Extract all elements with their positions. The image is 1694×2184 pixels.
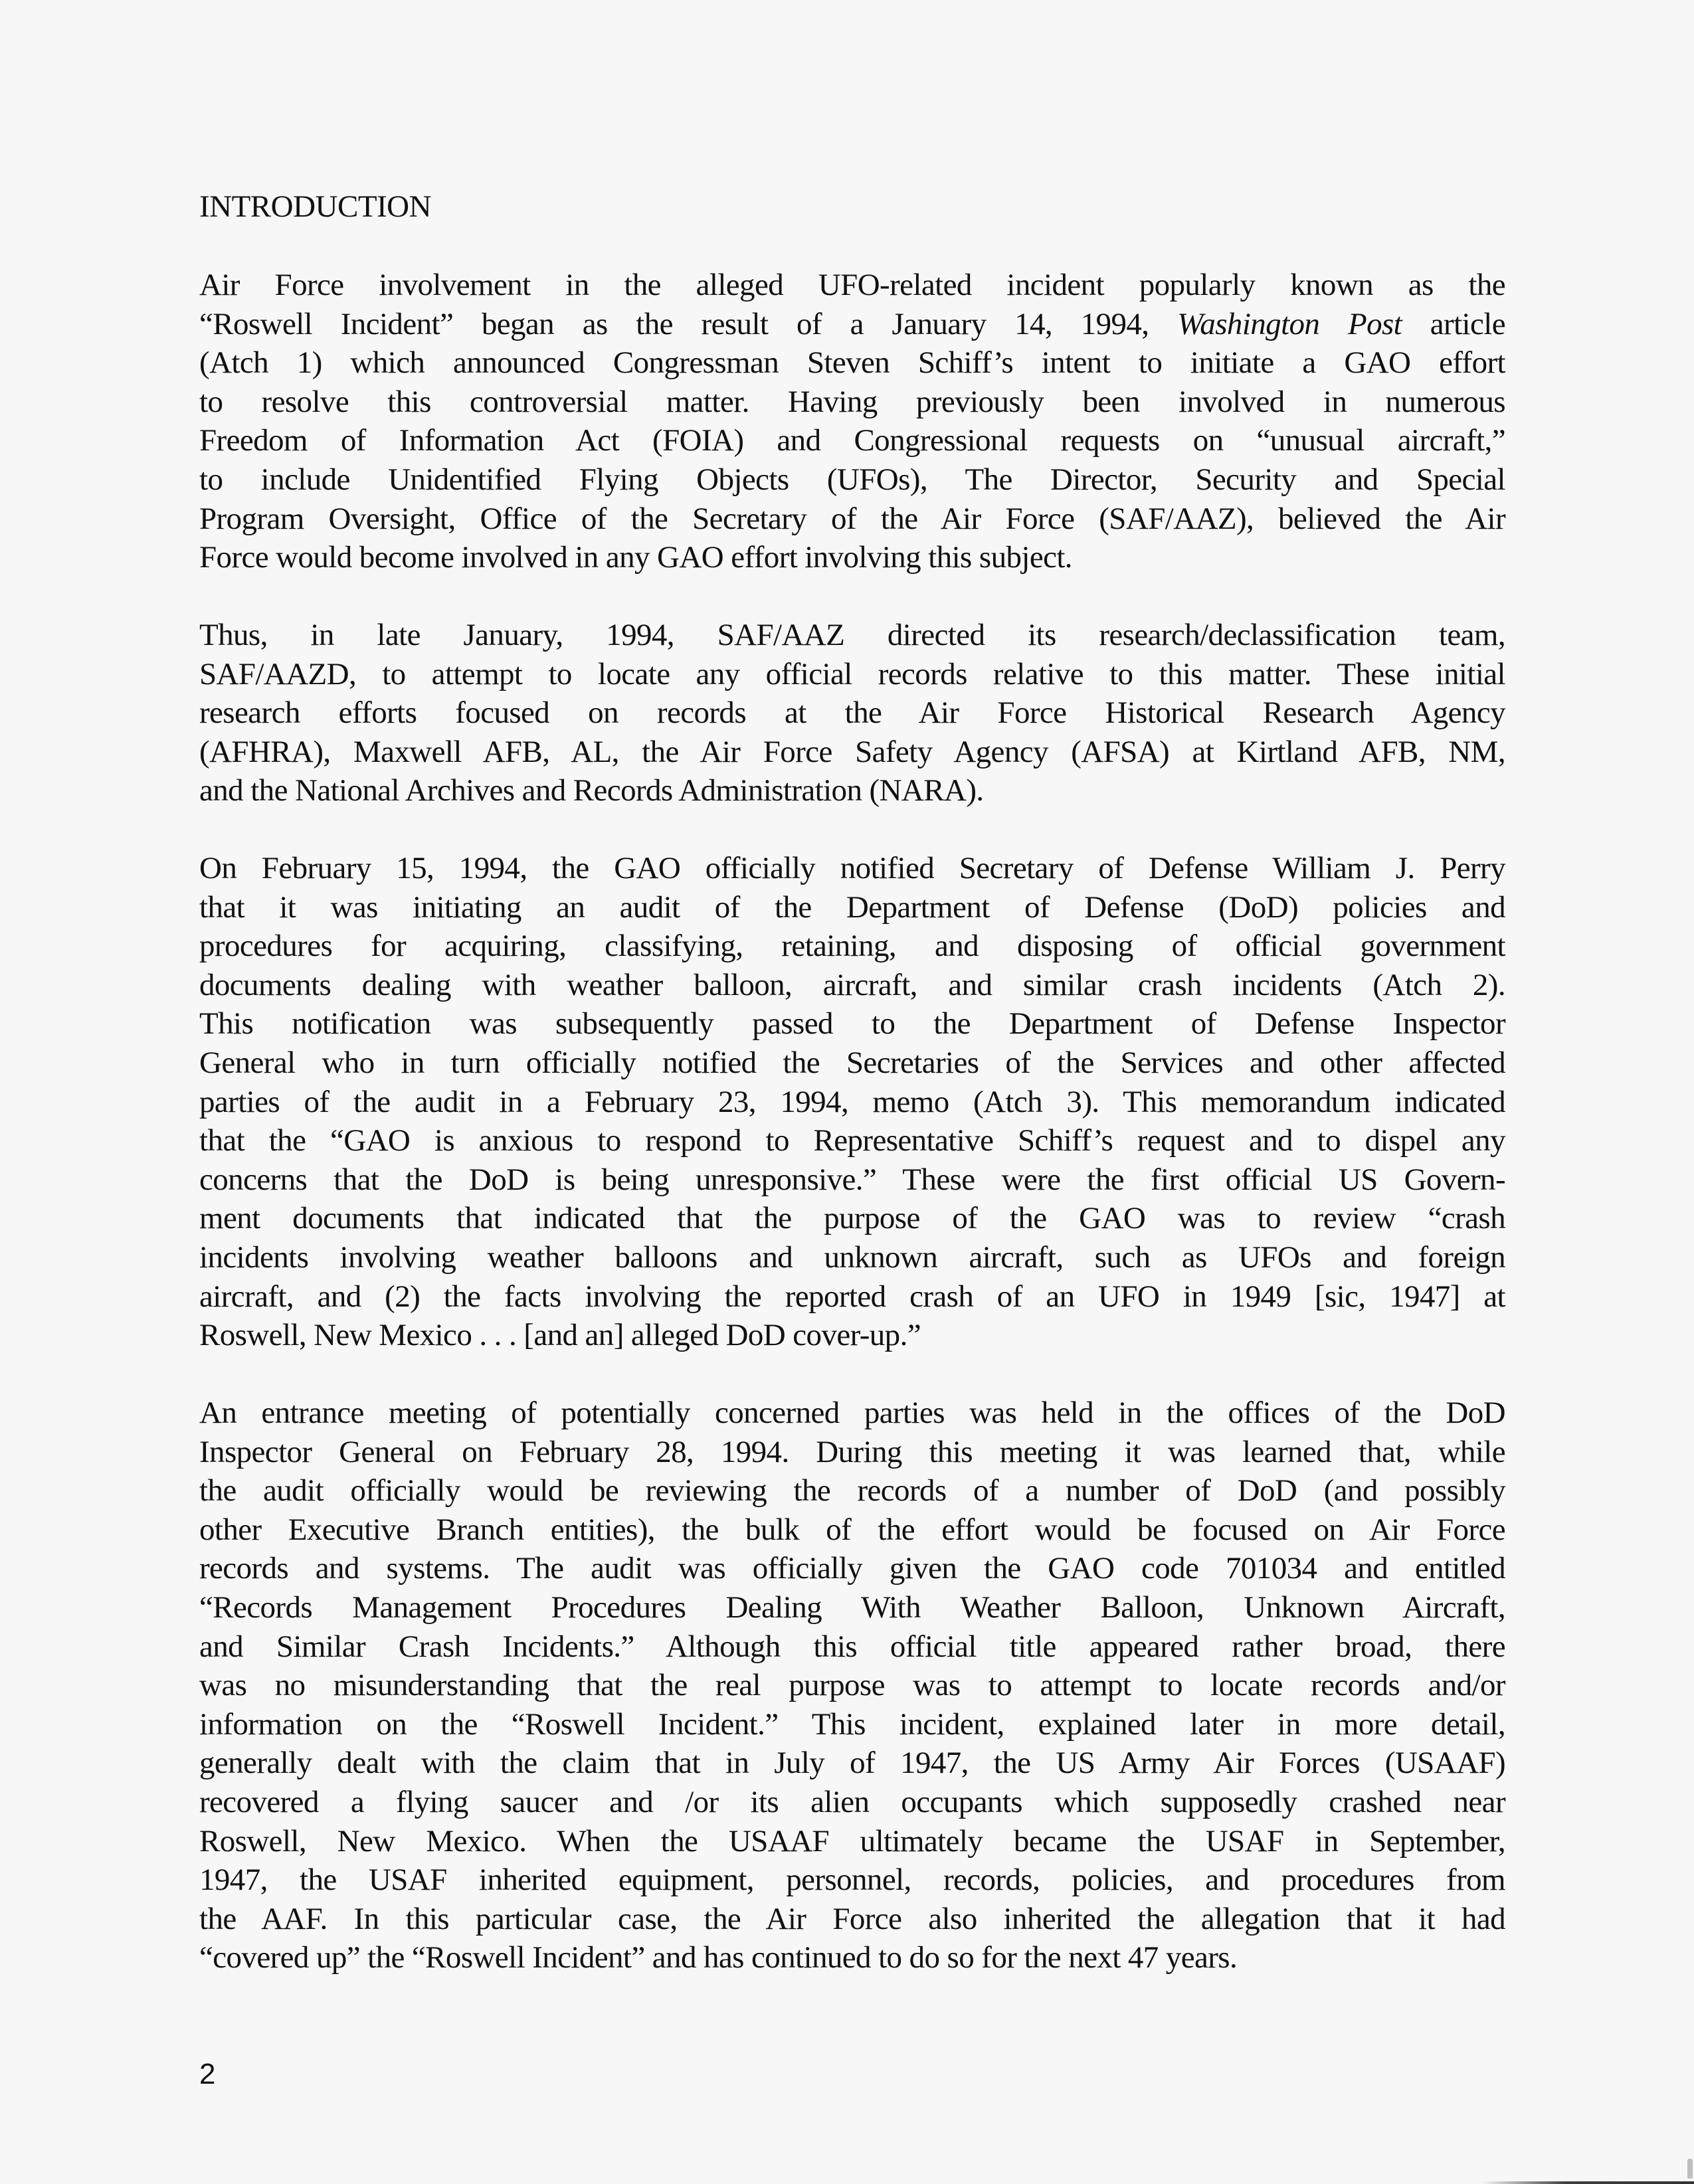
scan-smudge-artifact (1687, 2159, 1693, 2179)
scan-edge-artifact (1481, 2181, 1694, 2184)
text-line: research efforts focused on records at the Air Force Historical Research Agency (199, 695, 1505, 731)
text-line: the audit officially would be reviewing the records of a number of DoD (and possibly (199, 1473, 1505, 1508)
italic-title: Washington Post (1177, 306, 1402, 341)
text-line: records and systems. The audit was officially given the GAO code 701034 and entitled (199, 1551, 1505, 1586)
text-line: “Records Management Procedures Dealing With Weather Balloon, Unknown Aircraft, (199, 1590, 1505, 1625)
page-number: 2 (199, 2058, 216, 2090)
text-line: General who in turn officially notified the Secretaries of the Services and other affected (199, 1045, 1505, 1080)
text-line: procedures for acquiring, classifying, retaining, and disposing of official government (199, 929, 1505, 964)
text-line: to include Unidentified Flying Objects (UFOs), The Director, Security and Special (199, 462, 1505, 497)
text-line: incidents involving weather balloons and unknown aircraft, such as UFOs and foreign (199, 1239, 1505, 1275)
text-line: aircraft, and (2) the facts involving the reported crash of an UFO in 1949 [sic, 1947] at (199, 1279, 1505, 1314)
text-line: (Atch 1) which announced Congressman Steven Schiff’s intent to initiate a GAO effort (199, 345, 1505, 381)
text-line: On February 15, 1994, the GAO officially notified Secretary of Defense William J. Perry (199, 851, 1505, 885)
text-line: Roswell, New Mexico. When the USAAF ultimately became the USAF in September, (199, 1823, 1505, 1859)
text-line: Roswell, New Mexico . . . [and an] alleged DoD cover-up.” (199, 1318, 921, 1353)
text-line: 1947, the USAF inherited equipment, personnel, records, policies, and procedures from (199, 1863, 1505, 1898)
paragraph-2 (199, 616, 1505, 810)
text-line: the AAF. In this particular case, the Air Force also inherited the allegation that it had (199, 1901, 1505, 1936)
text-line: and the National Archives and Records Administration (NARA). (199, 773, 984, 808)
text-line: An entrance meeting of potentially concerned parties was held in the offices of the DoD (199, 1396, 1505, 1430)
text-line: to resolve this controversial matter. Having previously been involved in numerous (199, 384, 1505, 419)
paragraph-1 (199, 266, 1505, 577)
text-line: was no misunderstanding that the real purpose was to attempt to locate records and/or (199, 1668, 1505, 1703)
text-line: generally dealt with the claim that in July of 1947, the US Army Air Forces (USAAF) (199, 1746, 1505, 1781)
text-line: Air Force involvement in the alleged UFO-related incident popularly known as the (199, 268, 1505, 302)
text-line: that the “GAO is anxious to respond to Representative Schiff’s request and to dispel any (199, 1123, 1505, 1158)
text-line: This notification was subsequently passed to the Department of Defense Inspector (199, 1006, 1505, 1042)
text-line: Freedom of Information Act (FOIA) and Congressional requests on “unusual aircraft,” (199, 423, 1505, 458)
text-line: Program Oversight, Office of the Secretary of the Air Force (SAF/AAZ), believed the Air (199, 501, 1505, 536)
paragraph-3 (199, 849, 1505, 1355)
section-heading: INTRODUCTION (199, 189, 432, 224)
text-line: and Similar Crash Incidents.” Although this official title appeared rather broad, there (199, 1629, 1505, 1664)
text-line: SAF/AAZD, to attempt to locate any official records relative to this matter. These initial (199, 656, 1505, 691)
text-line: ment documents that indicated that the purpose of the GAO was to review “crash (199, 1201, 1505, 1236)
text-line: parties of the audit in a February 23, 1994, memo (Atch 3). This memorandum indicated (199, 1084, 1505, 1119)
text-line: concerns that the DoD is being unresponsive.” These were the first official US Govern- (199, 1162, 1505, 1197)
text-line: documents dealing with weather balloon, aircraft, and similar crash incidents (Atch 2). (199, 967, 1505, 1002)
text-line: that it was initiating an audit of the Department of Defense (DoD) policies and (199, 889, 1505, 925)
text-line: Thus, in late January, 1994, SAF/AAZ directed its research/declassification team, (199, 618, 1505, 652)
text-line: Force would become involved in any GAO effort involving this subject. (199, 540, 1072, 575)
text-line: other Executive Branch entities), the bulk of the effort would be focused on Air Force (199, 1512, 1505, 1547)
text-line: (AFHRA), Maxwell AFB, AL, the Air Force Safety Agency (AFSA) at Kirtland AFB, NM, (199, 734, 1505, 769)
text-line: information on the “Roswell Incident.” This incident, explained later in more detail, (199, 1706, 1505, 1742)
text-line: Inspector General on February 28, 1994. During this meeting it was learned that, while (199, 1434, 1505, 1469)
text-line: “Roswell Incident” began as the result of a January 14, 1994, Washington Post article (199, 306, 1505, 341)
text-line: “covered up” the “Roswell Incident” and has continued to do so for the next 47 years. (199, 1940, 1238, 1975)
paragraph-4 (199, 1394, 1505, 1977)
text-line: recovered a flying saucer and /or its alien occupants which supposedly crashed near (199, 1784, 1505, 1819)
